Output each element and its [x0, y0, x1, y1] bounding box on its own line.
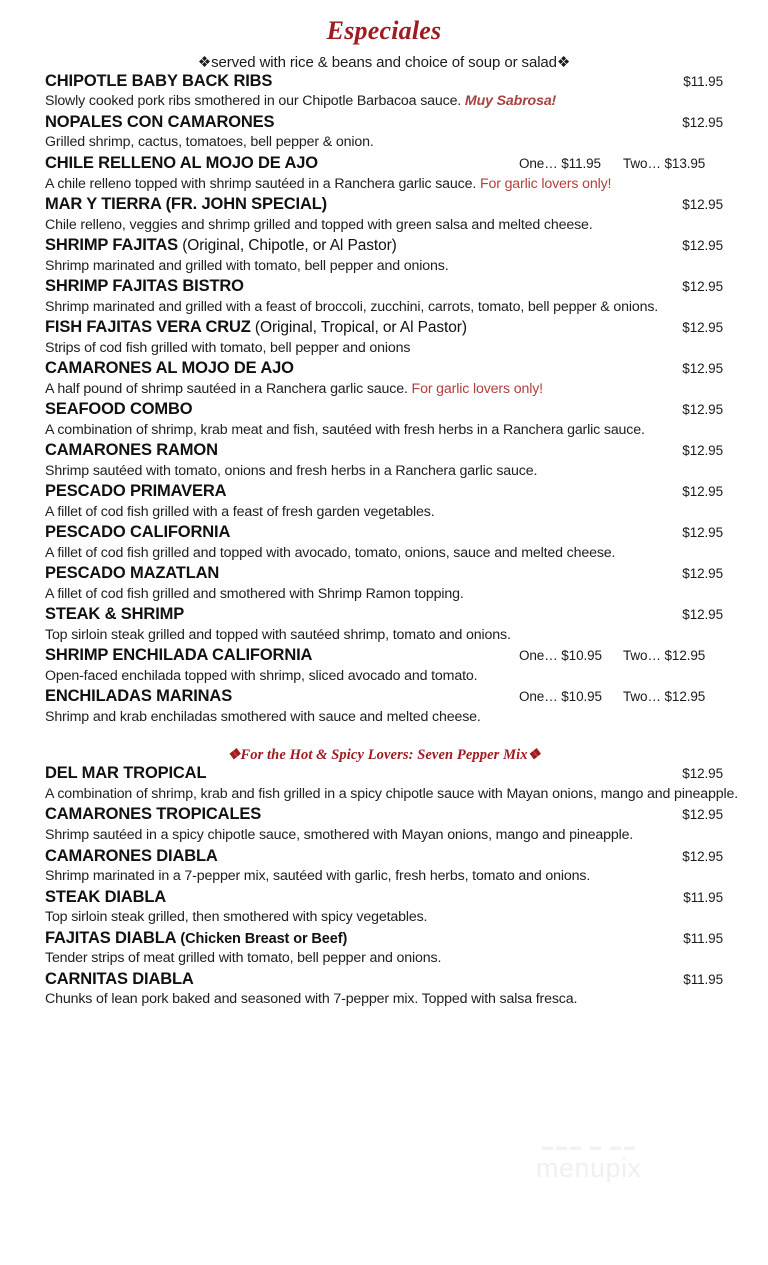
menu-item-price-value: $12.95 [682, 525, 723, 541]
menu-item-price [663, 278, 723, 296]
menu-item-name: SHRIMP ENCHILADA CALIFORNIA [45, 646, 313, 665]
menu-item-description: A chile relleno topped with shrimp sautéed in a Ranchera garlic sauce. For garlic lovers only! [45, 175, 612, 192]
menu-item-price [663, 319, 723, 337]
menu-item-price [663, 606, 723, 624]
menu-item-description: Shrimp sautéed in a spicy chipotle sauce, smothered with Mayan onions, mango and pineapple. [45, 826, 634, 843]
menu-item [45, 235, 723, 276]
menu-item [45, 399, 723, 440]
menu-item-name: NOPALES CON CAMARONES [45, 113, 275, 132]
menu-item-description: Shrimp and krab enchiladas smothered with sauce and melted cheese. [45, 708, 481, 725]
menu-item-header [45, 686, 723, 707]
menu-item-price-value: $12.95 [682, 238, 723, 254]
menu-item-price [663, 401, 723, 419]
specials-list [0, 71, 768, 728]
menu-item [45, 645, 723, 686]
menu-item-name: MAR Y TIERRA (FR. JOHN SPECIAL) [45, 195, 327, 214]
menu-item-header [45, 604, 723, 625]
menu-item-price-value: $12.95 [682, 566, 723, 582]
menu-item-variant: (Original, Chipotle, or Al Pastor) [177, 237, 397, 255]
menu-item-description: A half pound of shrimp sautéed in a Ranchera garlic sauce. For garlic lovers only! [45, 380, 543, 397]
menu-item-note: For garlic lovers only! [407, 380, 543, 397]
menu-item-description: Shrimp marinated and grilled with a feast of broccoli, zucchini, carrots, tomato, bell pepper & onions. [45, 298, 659, 315]
menu-item-price-value: $12.95 [682, 320, 723, 336]
menu-item-price-value: $12.95 [682, 197, 723, 213]
menu-item-price [663, 483, 723, 501]
menu-item-name: STEAK & SHRIMP [45, 605, 185, 624]
menu-item-description: Strips of cod fish grilled with tomato, bell pepper and onions [45, 339, 411, 356]
menu-item-note: For garlic lovers only! [476, 175, 612, 192]
menu-item [45, 317, 723, 358]
menu-item [45, 276, 723, 317]
menu-item-price [663, 848, 723, 866]
menu-item-price [663, 442, 723, 460]
menu-item-variant: (Chicken Breast or Beef) [176, 930, 348, 947]
menu-item-name: SHRIMP FAJITAS BISTRO [45, 277, 244, 296]
menu-item-description: A combination of shrimp, krab meat and fish, sautéed with fresh herbs in a Ranchera garlic sauce. [45, 421, 645, 438]
menu-item-name: PESCADO PRIMAVERA [45, 482, 227, 501]
menu-item-header [45, 763, 723, 784]
menu-item-header [45, 969, 723, 990]
menu-item-price-value: $12.95 [682, 848, 723, 864]
menu-item-price [663, 565, 723, 583]
menu-item-price [663, 73, 723, 91]
page-title: Especiales [326, 16, 442, 45]
menu-item-description: Grilled shrimp, cactus, tomatoes, bell pepper & onion. [45, 134, 374, 151]
menu-item-description: Top sirloin steak grilled, then smothered with spicy vegetables. [45, 908, 428, 925]
menu-item-header [45, 846, 723, 867]
menu-item-price-value: $12.95 [682, 115, 723, 131]
menu-item-price-value: $12.95 [682, 279, 723, 295]
menu-item-name: CAMARONES AL MOJO DE AJO [45, 359, 294, 378]
menu-item-header [45, 645, 723, 666]
menu-item-description: Slowly cooked pork ribs smothered in our Chipotle Barbacoa sauce. Muy Sabrosa! [45, 93, 557, 110]
menu-item [45, 522, 723, 563]
menu-item-description: Top sirloin steak grilled and topped with sautéed shrimp, tomato and onions. [45, 626, 511, 643]
menu-item [45, 481, 723, 522]
menu-item-header [45, 194, 723, 215]
section-spacer [0, 728, 768, 748]
menu-item-name: CAMARONES TROPICALES [45, 805, 262, 824]
menupix-watermark [534, 1135, 734, 1195]
menu-item-price [663, 524, 723, 542]
menu-item-header [45, 399, 723, 420]
menu-item-price [663, 806, 723, 824]
menu-item-description: A fillet of cod fish grilled with a feast of fresh garden vegetables. [45, 503, 435, 520]
menu-item-variant: (Original, Tropical, or Al Pastor) [250, 319, 467, 337]
spicy-list [0, 763, 768, 1009]
menu-item [45, 928, 723, 969]
menu-item-price-dual [507, 647, 723, 665]
menu-item-price-value: $12.95 [682, 361, 723, 377]
menu-item-header [45, 563, 723, 584]
menu-item-header [45, 153, 723, 174]
menu-item-header [45, 804, 723, 825]
menu-item-price [663, 930, 723, 948]
menu-item-description: Shrimp sautéed with tomato, onions and fresh herbs in a Ranchera garlic sauce. [45, 462, 538, 479]
menu-item-price [663, 360, 723, 378]
menu-item [45, 440, 723, 481]
menu-subtitle: ❖served with rice & beans and choice of soup or salad❖ [197, 54, 571, 71]
menu-item-name: PESCADO CALIFORNIA [45, 523, 231, 542]
menu-item-description: Open-faced enchilada topped with shrimp, sliced avocado and tomato. [45, 667, 478, 684]
menu-item-price [663, 889, 723, 907]
menu-item-name: CARNITAS DIABLA [45, 969, 194, 988]
menu-item-price-value: $11.95 [683, 930, 723, 946]
menu-item-description: A fillet of cod fish grilled and smothered with Shrimp Ramon topping. [45, 585, 464, 602]
menu-item-price-value: $12.95 [682, 766, 723, 782]
menu-item-price-two: Two… $12.95 [623, 689, 706, 705]
spicy-section-header: ❖For the Hot & Spicy Lovers: Seven Pepper Mix❖ [227, 746, 541, 763]
menu-item [45, 563, 723, 604]
menu-item-description: Shrimp marinated in a 7-pepper mix, sautéed with garlic, fresh herbs, tomato and onions. [45, 867, 591, 884]
menu-item-header [45, 481, 723, 502]
menu-item-price-dual [507, 688, 723, 706]
menu-item-description: Chile relleno, veggies and shrimp grilled and topped with green salsa and melted cheese. [45, 216, 593, 233]
menu-item-price [663, 114, 723, 132]
menu-item-price-two: Two… $12.95 [623, 648, 706, 664]
menu-item-header [45, 71, 723, 92]
menu-item-name: CAMARONES RAMON [45, 441, 218, 460]
menu-item-price-one: One… $10.95 [519, 689, 602, 705]
menu-item [45, 604, 723, 645]
menu-item-description: A combination of shrimp, krab and fish grilled in a spicy chipotle sauce with Mayan onions, mango and pineapple. [45, 785, 738, 802]
menu-item-price [663, 765, 723, 783]
menu-item-name: STEAK DIABLA [45, 887, 167, 906]
menu-item [45, 846, 723, 887]
menu-item-name: SHRIMP FAJITAS (Original, Chipotle, or Al Pastor) [45, 236, 397, 255]
menu-item-header [45, 112, 723, 133]
menu-item-name: DEL MAR TROPICAL [45, 764, 207, 783]
menu-item-price-value: $12.95 [682, 402, 723, 418]
menu-item-header [45, 276, 723, 297]
menu-item-price-one: One… $10.95 [519, 648, 602, 664]
menu-item [45, 112, 723, 153]
menu-item [45, 686, 723, 727]
menu-item-price-value: $12.95 [682, 607, 723, 623]
menu-item-name: CHILE RELLENO AL MOJO DE AJO [45, 154, 318, 173]
menu-item-name: CHIPOTLE BABY BACK RIBS [45, 72, 273, 90]
menu-item-price-value: $12.95 [682, 443, 723, 459]
menu-item-name: FAJITAS DIABLA (Chicken Breast or Beef) [45, 928, 348, 947]
menu-item [45, 763, 738, 804]
watermark-label: menupix [536, 1153, 642, 1183]
menu-item-price [663, 971, 723, 989]
menu-item-header [45, 928, 723, 949]
watermark-bar: ▬▬▬ ▬ ▬▬ [542, 1141, 639, 1151]
menu-item [45, 194, 723, 235]
menu-item-name: SEAFOOD COMBO [45, 400, 193, 419]
menu-item-price-value: $11.95 [683, 74, 723, 89]
menu-item-header [45, 522, 723, 543]
menu-item-description: A fillet of cod fish grilled and topped with avocado, tomato, onions, sauce and melted cheese. [45, 544, 616, 561]
menu-item-header [45, 440, 723, 461]
menu-item-description: Chunks of lean pork baked and seasoned with 7-pepper mix. Topped with salsa fresca. [45, 991, 578, 1008]
menu-item-header [45, 235, 723, 256]
menu-item-name: CAMARONES DIABLA [45, 846, 218, 865]
menu-item-header [45, 317, 723, 338]
menu-item-price [663, 237, 723, 255]
menu-item-price-value: $11.95 [683, 971, 723, 987]
menu-item [45, 887, 723, 928]
menu-item-price [663, 196, 723, 214]
menu-item-price-value: $11.95 [683, 889, 723, 905]
menu-item [45, 153, 723, 194]
menu-item [45, 358, 723, 399]
menu-item-name: ENCHILADAS MARINAS [45, 687, 233, 706]
menu-item-price-value: $12.95 [682, 807, 723, 823]
menu-item-name: PESCADO MAZATLAN [45, 564, 220, 583]
menu-item-header [45, 887, 723, 908]
menu-item [45, 71, 723, 112]
menu-item [45, 804, 723, 845]
menu-item-note: Muy Sabrosa! [461, 93, 557, 110]
menu-item-price-value: $12.95 [682, 484, 723, 500]
menu-item-name: FISH FAJITAS VERA CRUZ (Original, Tropical, or Al Pastor) [45, 318, 467, 337]
menu-item-price-one: One… $11.95 [519, 156, 601, 172]
menu-item-price-two: Two… $13.95 [623, 156, 706, 172]
menu-item-description: Tender strips of meat grilled with tomato, bell pepper and onions. [45, 950, 442, 966]
menu-item-description: Shrimp marinated and grilled with tomato, bell pepper and onions. [45, 257, 449, 274]
menu-item [45, 969, 723, 1010]
menu-item-header [45, 358, 723, 379]
menu-item-price-dual [507, 155, 723, 173]
